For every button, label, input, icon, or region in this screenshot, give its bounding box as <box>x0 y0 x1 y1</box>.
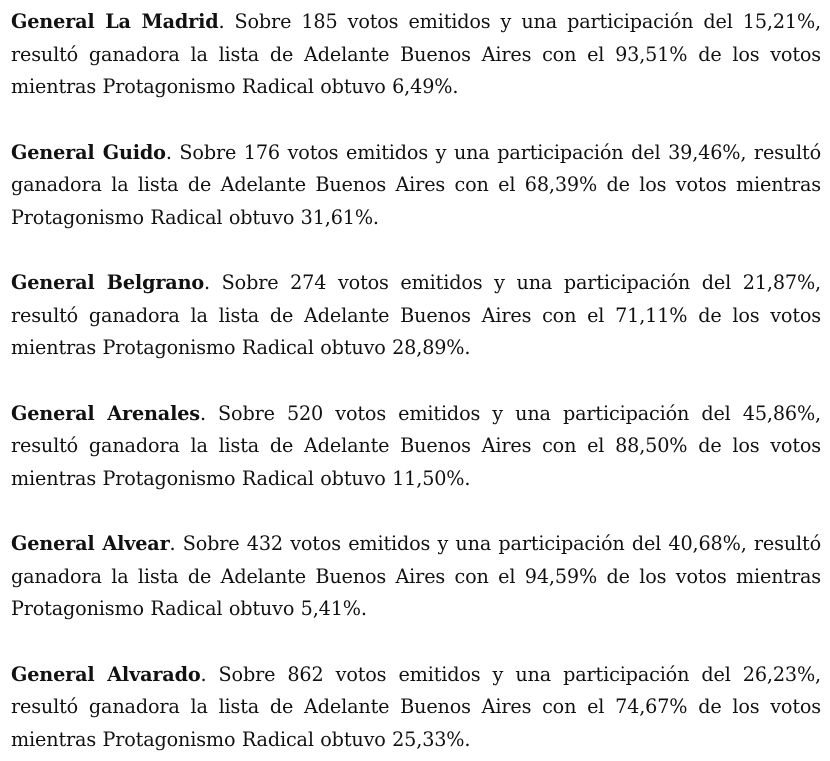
result-paragraph-la-madrid <box>11 6 821 104</box>
district-name: General Arenales <box>11 401 200 425</box>
result-paragraph-alvear <box>11 528 821 626</box>
result-paragraph-guido <box>11 137 821 235</box>
district-name: General Belgrano <box>11 271 205 294</box>
district-name: General Alvarado <box>11 662 201 686</box>
district-name: General Alvear <box>11 532 170 555</box>
result-text: . Sobre 274 votos emitidos y una participación del 21,87%, resultó ganadora la lista de Adelante Buenos Aires con el 71,11% de los votos mientras Protagonismo Radical obtuvo 28,89%. <box>11 271 821 359</box>
result-paragraph-belgrano <box>11 267 821 365</box>
result-text: . Sobre 432 votos emitidos y una participación del 40,68%, resultó ganadora la lista de Adelante Buenos Aires con el 94,59% de los votos mientras Protagonismo Radical obtuvo 5,41%. <box>11 532 821 620</box>
result-text: . Sobre 520 votos emitidos y una participación del 45,86%, resultó ganadora la lista de Adelante Buenos Aires con el 88,50% de los votos mientras Protagonismo Radical obtuvo 11,50%. <box>11 401 822 490</box>
result-text: . Sobre 176 votos emitidos y una participación del 39,46%, resultó ganadora la lista de Adelante Buenos Aires con el 68,39% de los votos mientras Protagonismo Radical obtuvo 31,61%. <box>11 140 821 229</box>
district-name: General Guido <box>11 140 166 164</box>
result-text: . Sobre 185 votos emitidos y una participación del 15,21%, resultó ganadora la lista de Adelante Buenos Aires con el 93,51% de los votos mientras Protagonismo Radical obtuvo 6,49%. <box>11 10 822 98</box>
result-paragraph-arenales <box>11 398 821 496</box>
result-text: . Sobre 862 votos emitidos y una participación del 26,23%, resultó ganadora la lista de Adelante Buenos Aires con el 74,67% de los votos mientras Protagonismo Radical obtuvo 25,33%. <box>11 662 821 751</box>
result-paragraph-alvarado <box>11 659 821 757</box>
district-name: General La Madrid <box>11 10 219 33</box>
